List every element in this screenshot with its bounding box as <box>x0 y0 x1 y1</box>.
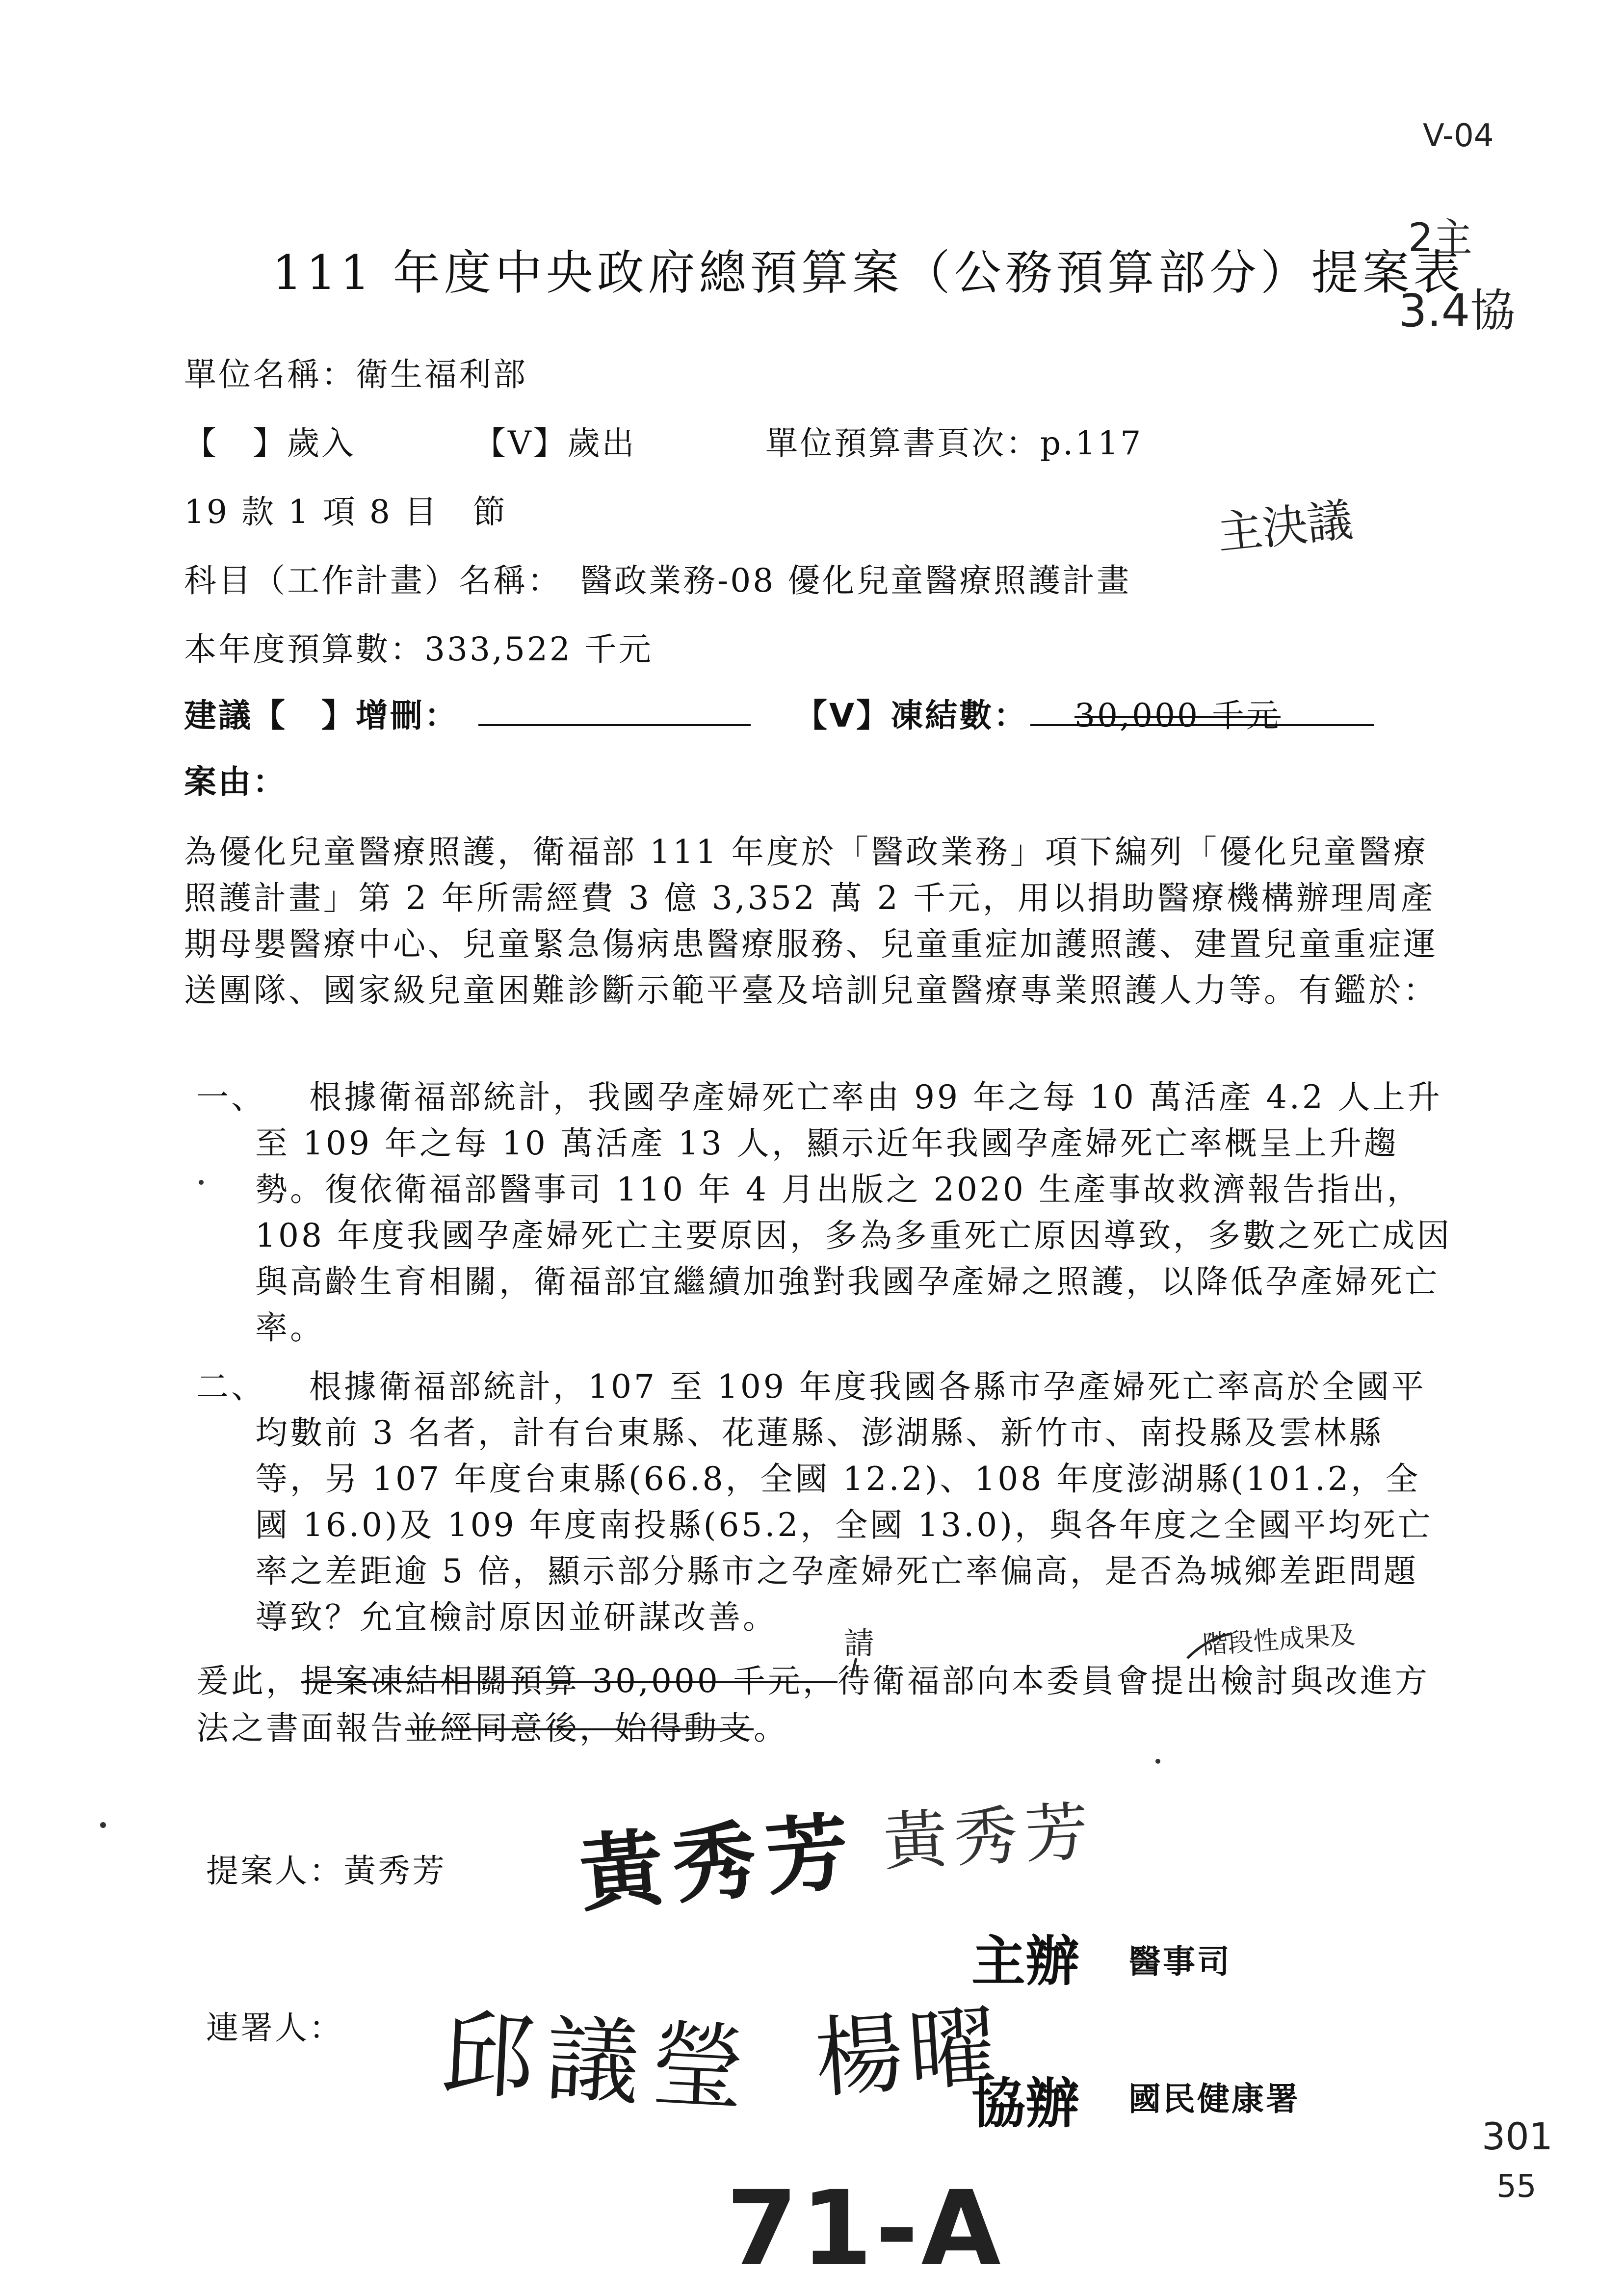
point-text: 根據衛福部統計，我國孕產婦死亡率由 99 年之每 10 萬活產 4.2 人上升至 109 年之每 10 萬活產 13 人，顯示近年我國孕產婦死亡率概呈上升趨勢。復依衛福部醫事司 110 年 4 月出版之 2020 生產事故救濟報告指出，108 年度我國孕產婦死亡主要原因，多為多重死亡原因導致，多數之死亡成因與高齡生育相關，衛福部宜繼續加強對我國孕產婦之照護，以降低孕產婦死亡率。 <box>255 1078 1452 1347</box>
insertion-caret <box>851 1658 856 1678</box>
handwritten-insert: 請 <box>844 1625 875 1661</box>
reason-label: 案由： <box>184 763 287 801</box>
unit-name: 單位名稱：衛生福利部 <box>184 356 527 393</box>
point-number: 二、 <box>196 1368 266 1406</box>
handwritten-code: V-04 <box>1423 118 1494 154</box>
conclusion-text: 待衛福部向本委員會提出檢討與改進方 <box>837 1662 1430 1700</box>
conclusion-prefix: 爰此， <box>196 1662 301 1700</box>
conclusion-text: 法之書面報告 <box>196 1709 405 1747</box>
proposer-signature: 黃秀芳 <box>881 1794 1098 1880</box>
cosigner-signature: 楊曜 <box>812 1995 1005 2111</box>
freeze-value: 30,000 千元 <box>1074 697 1281 734</box>
scan-speck <box>199 1180 204 1185</box>
handwritten-note: 3.4協 <box>1398 285 1516 337</box>
lead-office: 醫事司 <box>1128 1943 1231 1981</box>
insertion-caret <box>1187 1634 1231 1658</box>
page-number: 301 <box>1482 2114 1553 2158</box>
lead-office-label: 主辦 <box>971 1930 1079 1993</box>
cosigner-signature: 邱議瑩 <box>438 1999 759 2124</box>
point-text: 根據衛福部統計，107 至 109 年度我國各縣市孕產婦死亡率高於全國平均數前 3 名者，計有台東縣、花蓮縣、澎湖縣、新竹市、南投縣及雲林縣等，另 107 年度台東縣(66.8，全國 12.2)、108 年度澎湖縣(101.2，全國 16.0)及 109 年度南投縣(65.2，全國 13.0)，與各年度之全國平均死亡率之差距逾 5 倍，顯示部分縣市之孕產婦死亡率偏高，是否為城鄉差距問題導致？允宜檢討原因並研謀改善。 <box>255 1368 1433 1636</box>
point-number: 一、 <box>196 1078 266 1116</box>
form-title: 111 年度中央政府總預算案（公務預算部分）提案表 <box>272 245 1465 300</box>
struck-text: 並經同意後，始得動支 <box>405 1709 754 1747</box>
scan-speck <box>1155 1759 1160 1764</box>
page-reference: 單位預算書頁次：p.117 <box>765 424 1143 462</box>
conclusion-end: 。 <box>754 1709 788 1747</box>
budget-amount: 本年度預算數：333,522 千元 <box>184 630 653 668</box>
scan-speck <box>100 1822 106 1828</box>
struck-text: 提案凍結相關預算 30,000 千元， <box>301 1662 838 1700</box>
handwritten-code: 71-A <box>726 2168 1004 2289</box>
intro-paragraph: 為優化兒童醫療照護，衛福部 111 年度於「醫政業務」項下編列「優化兒童醫療照護計畫」第 2 年所需經費 3 億 3,352 萬 2 千元，用以捐助醫療機構辦理周產期母嬰醫療中心、兒童緊急傷病患醫療服務、兒童重症加護照護、建置兒童重症運送團隊、國家級兒童困難診斷示範平臺及培訓兒童醫療專業照護人力等。有鑑於： <box>184 833 1438 1009</box>
cosigner-label: 連署人： <box>206 2009 343 2047</box>
handwritten-margin-note: 主決議 <box>1214 493 1355 560</box>
expense-checkbox: 【V】歲出 <box>473 424 636 462</box>
proposer-signature: 黃秀芳 <box>576 1802 863 1924</box>
page-sub-number: 55 <box>1496 2168 1537 2205</box>
assist-office: 國民健康署 <box>1128 2080 1300 2118</box>
assist-office-label: 協辦 <box>971 2072 1079 2135</box>
proposer-label: 提案人：黃秀芳 <box>206 1852 446 1890</box>
handwritten-insert: 階段性成果及 <box>1201 1620 1357 1660</box>
budget-code: 19 款 1 項 8 目 節 <box>184 493 507 531</box>
subject-name: 科目（工作計畫）名稱： 醫政業務-08 優化兒童醫療照護計畫 <box>184 562 1131 600</box>
proposal-label: 建議【 】增刪： <box>184 697 459 734</box>
freeze-label: 【V】凍結數： <box>795 697 1028 734</box>
handwritten-note: 2主 <box>1408 215 1472 261</box>
income-checkbox: 【 】歲入 <box>184 424 356 462</box>
